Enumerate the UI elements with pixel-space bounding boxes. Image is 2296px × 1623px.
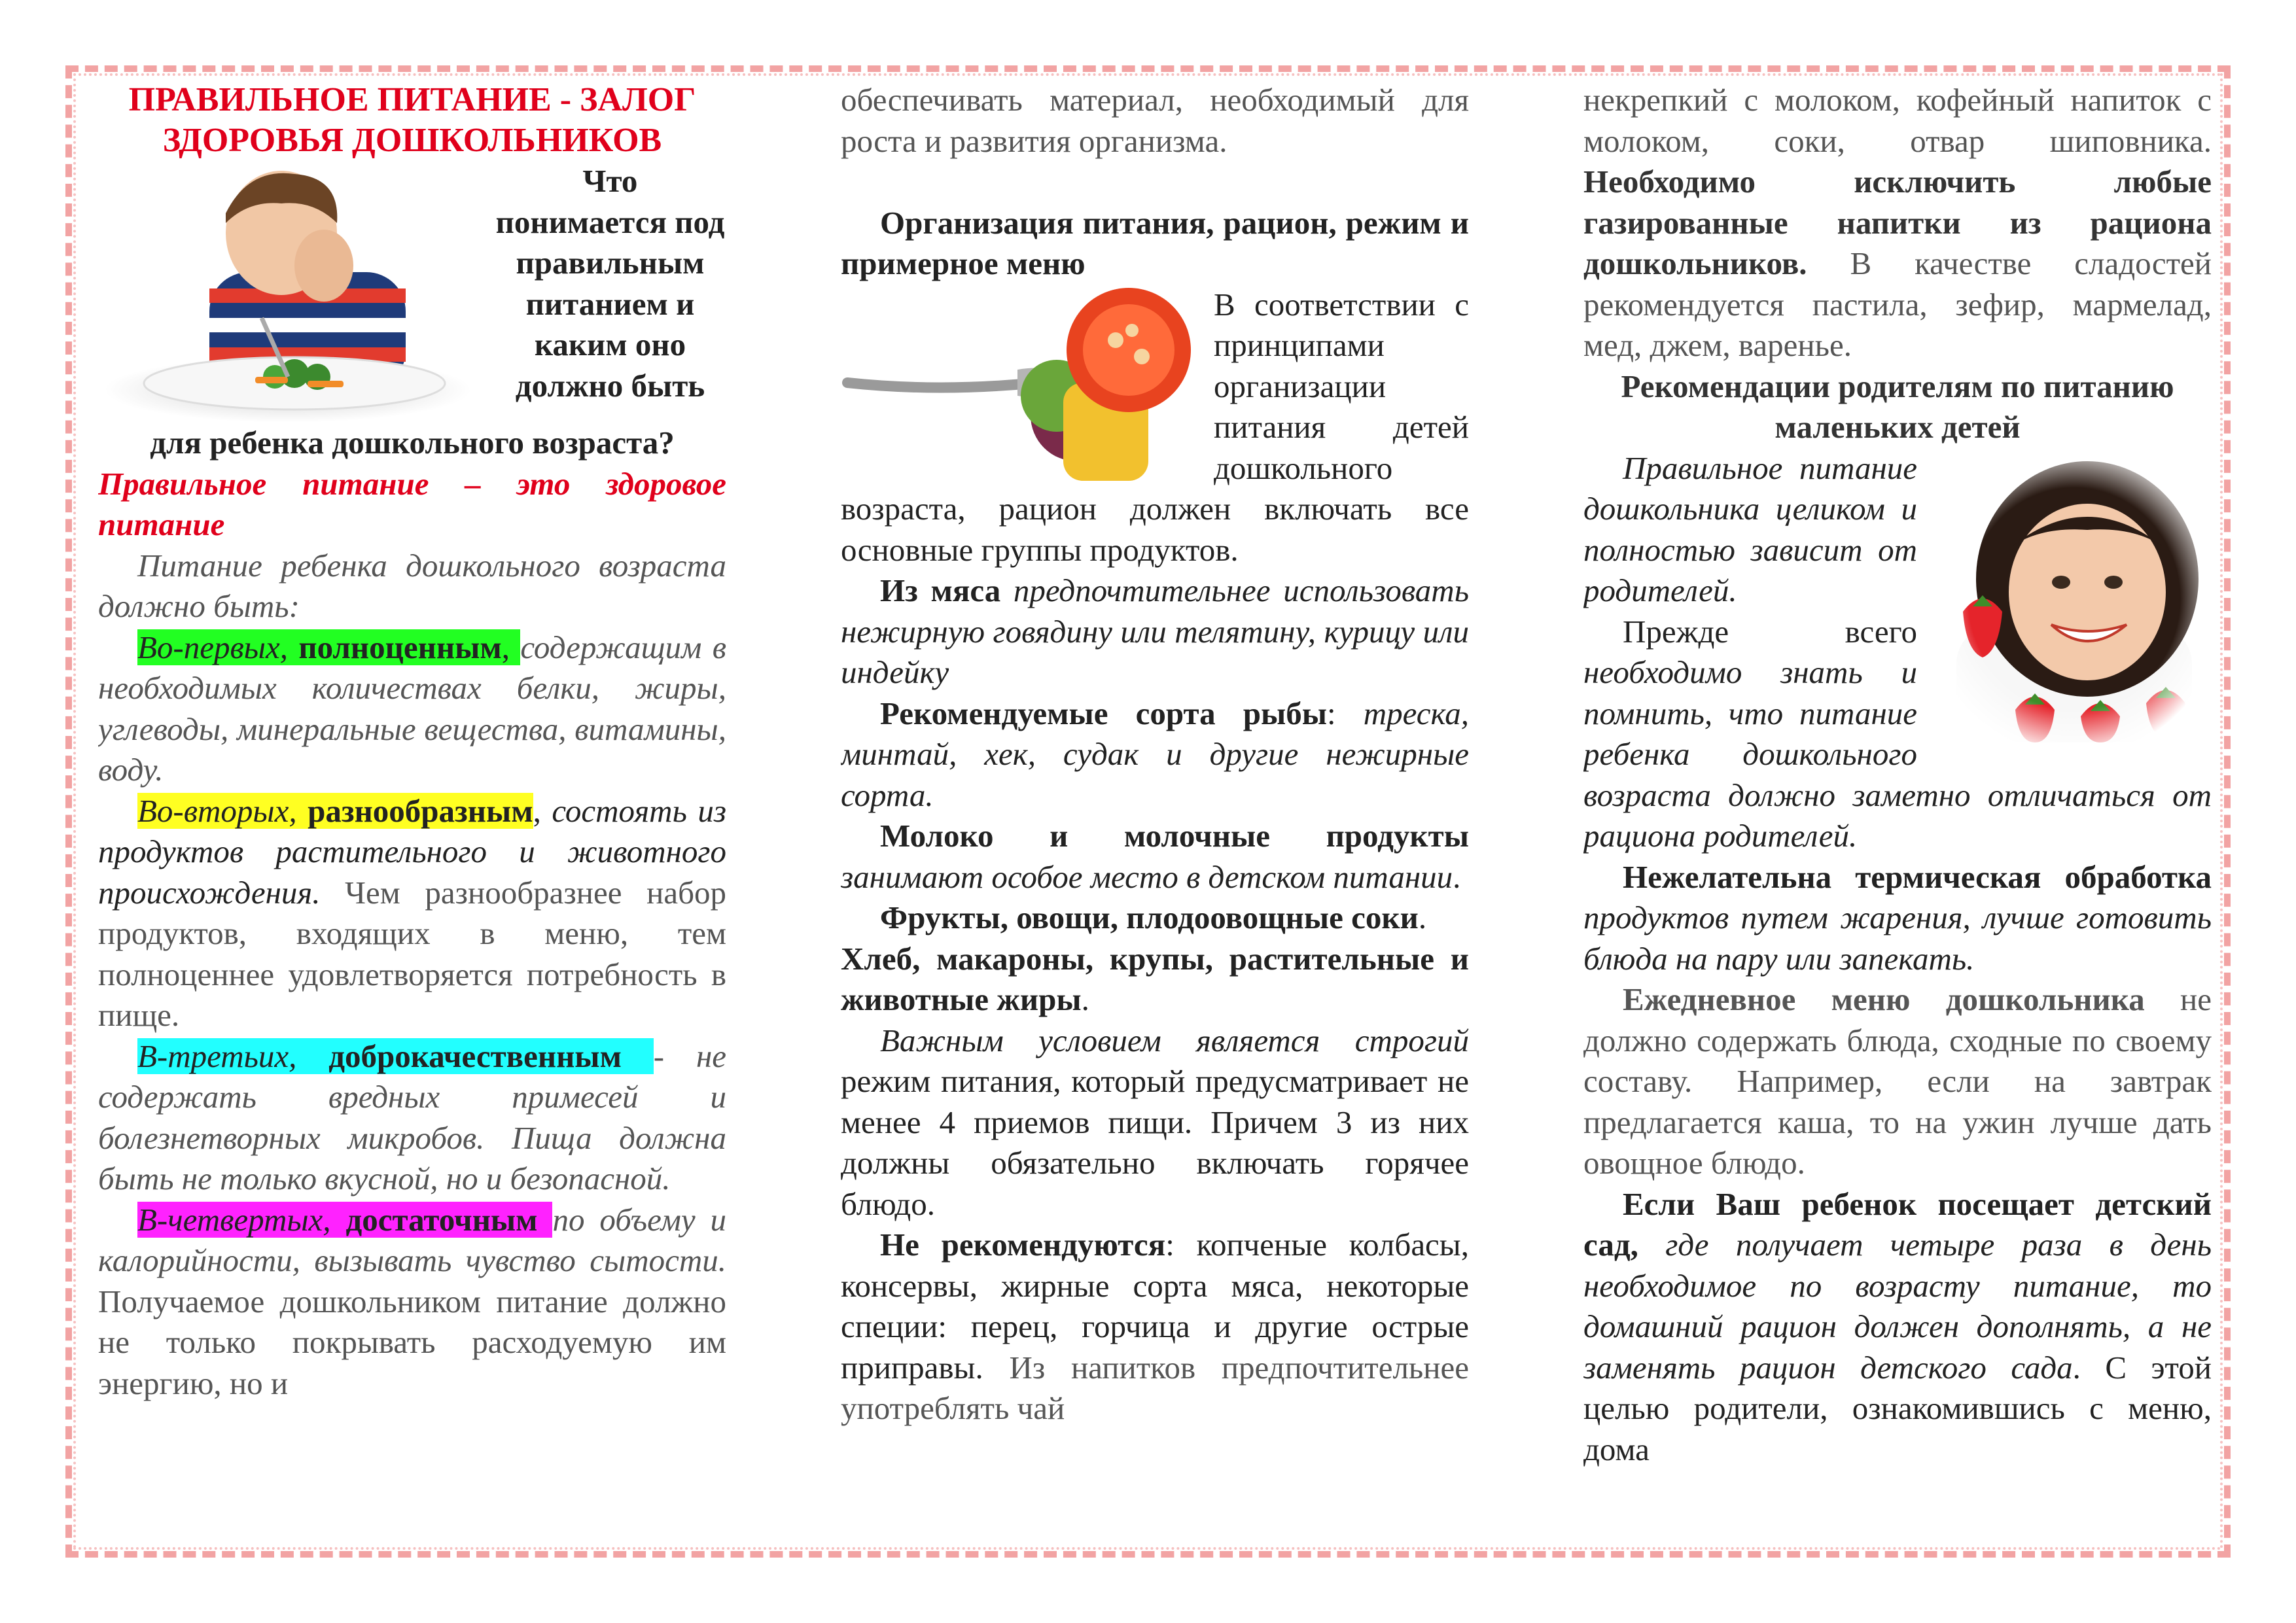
not-recommended-text: Не рекомендуются: копченые колбасы, консервы, жирные сорта мяса, некоторые специи: перец, горчица и другие острые приправы. Из напитков предпочтительнее употреблять чай <box>841 1227 1469 1426</box>
column-middle <box>841 80 1469 1552</box>
third-item <box>98 1036 726 1200</box>
third-word: доброкачественным <box>328 1038 622 1074</box>
daily-menu-text: Ежедневное меню дошкольника не должно содержать блюда, сходные по своему составу. Например, если на завтрак предлагается каша, то на ужин лучше дать овощное блюдо. <box>1583 981 2212 1181</box>
column-right <box>1583 80 2212 1552</box>
first-word: полноценным <box>298 629 502 665</box>
girl-with-strawberries-image <box>1937 455 2212 742</box>
second-word: разнообразным <box>308 792 533 829</box>
definition-text: Правильное питание – это здоровое питание <box>98 465 726 542</box>
third-text: - не содержать вредных примесей и болезнетворных микробов. Пища должна быть не только вкусной, но и безопасной. <box>98 1038 726 1196</box>
fourth-word: достаточным <box>345 1201 538 1238</box>
bread-item: Хлеб, макароны, крупы, растительные и животные жиры. <box>841 940 1469 1017</box>
regime-text: Важным условием является строгий режим питания, который предусматривает не менее 4 приемов пищи. Причем 3 из них должны обязательно включать горячее блюдо. <box>841 1022 1469 1222</box>
column-left <box>98 80 726 1552</box>
second-text: Чем разнообразнее набор продуктов, входящих в меню, тем полноценнее удовлетворяется потребность в пище. <box>98 874 726 1033</box>
first-lead: Во-первых, <box>137 629 288 665</box>
kindergarten-text: Если Ваш ребенок посещает детский сад, где получает четыре раза в день необходимое по возрасту питание, то домашний рацион должен дополнять, а не заменять рацион детского сада. С этой целью родители, ознакомившись с меню, дома <box>1583 1185 2212 1467</box>
fruits-item: Фрукты, овощи, плодоовощные соки. <box>880 899 1427 935</box>
fish-item: Рекомендуемые сорта рыбы: треска, минтай, хек, судак и другие нежирные сорта. <box>841 695 1469 813</box>
wrapped-text: В соответствии с принципами организации питания детей дошкольного <box>1214 286 1469 486</box>
leaflet-title: ПРАВИЛЬНОЕ ПИТАНИЕ - ЗАЛОГ ЗДОРОВЬЯ ДОШКОЛЬНИКОВ <box>128 81 696 159</box>
second-item: Во-вторых, разнообразным, состоять из продуктов растительного и животного происхождения. Чем разнообразнее набор продуктов, входящих в меню, тем полноценнее удовлетворяется потребность в пище. <box>98 792 726 1033</box>
fork-with-vegetables-image <box>841 285 1207 487</box>
section-heading: Организация питания, рацион, режим и примерное меню <box>841 204 1469 281</box>
wrapped-tail: возраста, рацион должен включать все основные группы продуктов. <box>841 491 1469 568</box>
fourth-text: Получаемое дошкольником питание должно не только покрывать расходуемую им энергию, но и <box>98 1283 726 1401</box>
second-lead: Во-вторых, <box>137 792 297 829</box>
second-text-italic: состоять из продуктов растительного и животного происхождения. <box>98 792 726 911</box>
question-wrapped: Что понимается под правильным питанием и каким оно должно быть <box>495 163 725 404</box>
question-tail: для ребенка дошкольного возраста? <box>150 425 675 461</box>
fourth-text-italic: по объему и калорийности, вызывать чувство сытости. <box>98 1201 726 1278</box>
first-of-all-text: Прежде всего необходимо знать и помнить, что питание ребенка дошкольного возраста должно заметно отличаться от рациона родителей. <box>1583 613 2212 854</box>
fourth-item <box>98 1200 726 1405</box>
milk-item: Молоко и молочные продукты занимают особое место в детском питании. <box>841 818 1469 895</box>
continuation-text: обеспечивать материал, необходимый для роста и развития организма. <box>841 82 1469 159</box>
parents-wrapped-text: Правильное питание дошкольника целиком и полностью зависит от родителей. <box>1583 449 1917 608</box>
continuation-text-right: некрепкий с молоком, кофейный напиток с молоком, соки, отвар шиповника. Необходимо исключить любые газированные напитки из рациона дошкольников. В качестве сладостей рекомендуется пастила, зефир, мармелад, мед, джем, варенье. <box>1583 82 2212 363</box>
recommendations-heading: Рекомендации родителям по питанию маленьких детей <box>1621 368 2174 445</box>
fourth-lead: В-четвертых, <box>137 1201 331 1238</box>
first-text: содержащим в необходимых количествах белки, жиры, углеводы, минеральные вещества, витамины, воду. <box>98 629 726 788</box>
third-lead: В-третьих, <box>137 1038 297 1074</box>
boy-with-plate-image <box>98 161 478 423</box>
meat-item: Из мяса предпочтительнее использовать нежирную говядину или телятину, курицу или индейку <box>841 572 1469 690</box>
heat-treatment-text: Нежелательна термическая обработка продуктов путем жарения, лучше готовить блюда на пару или запекать. <box>1583 858 2212 977</box>
first-item: Во-первых, полноценным, содержащим в необходимых количествах белки, жиры, углеводы, минеральные вещества, витамины, воду. <box>98 629 726 788</box>
intro-text: Питание ребенка дошкольного возраста должно быть: <box>98 547 726 624</box>
